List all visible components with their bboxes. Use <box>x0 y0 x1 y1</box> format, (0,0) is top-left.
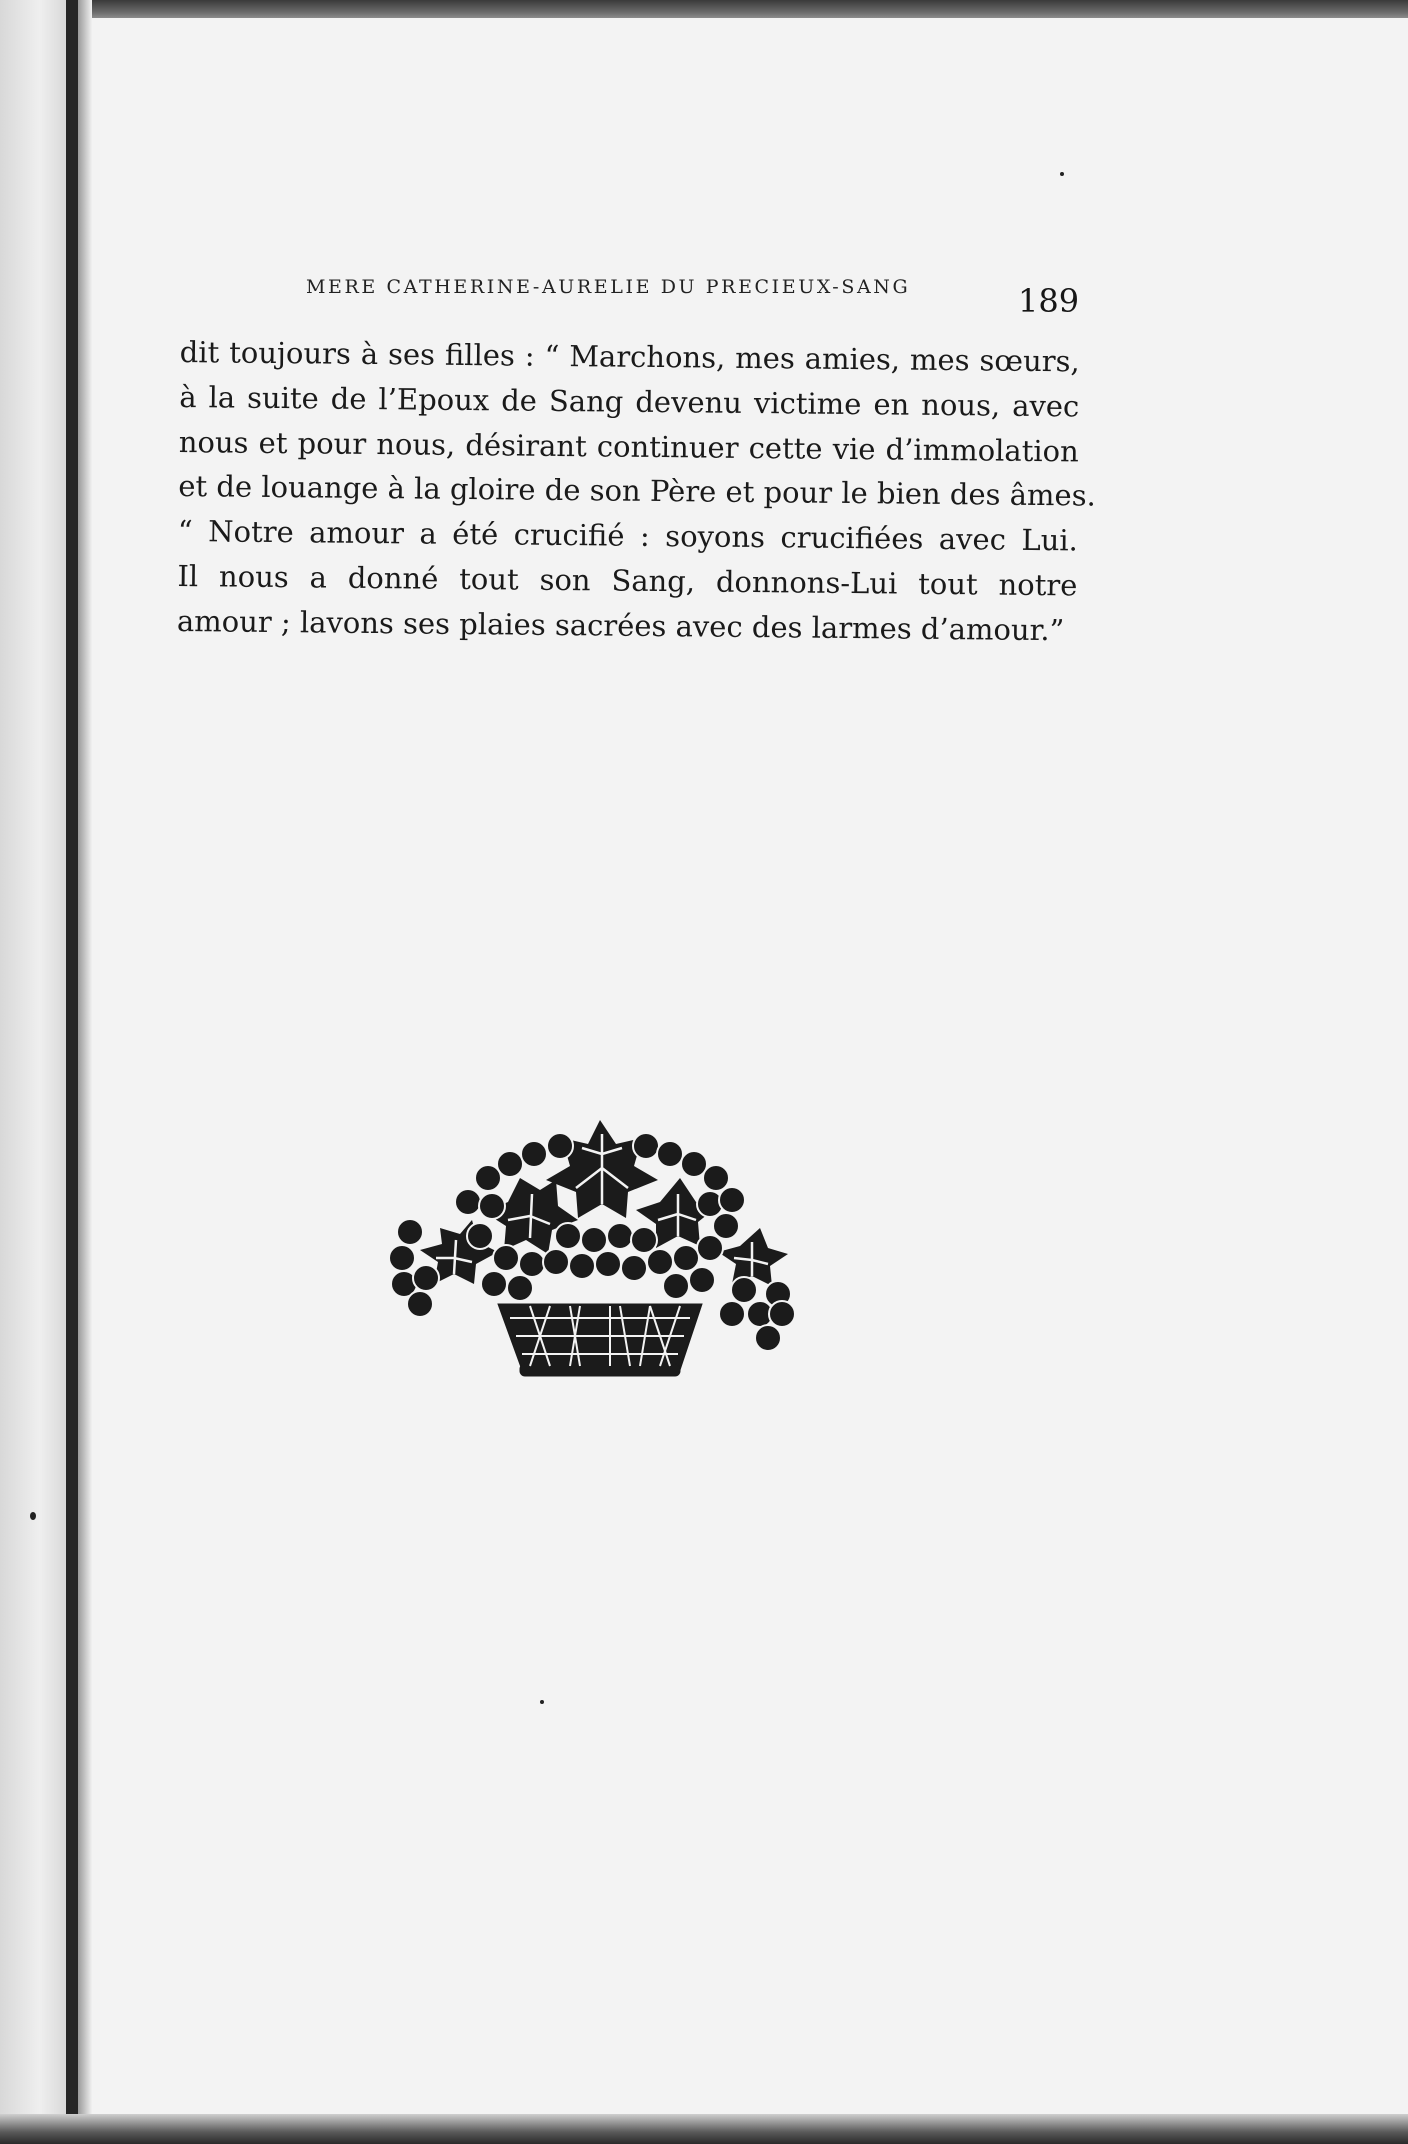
text-line: “ Notre amour a été crucifié : soyons crucifiées avec Lui. <box>177 514 1079 558</box>
scan-speck <box>1060 172 1064 176</box>
text-line: dit toujours à ses filles : “ Marchons, mes amies, mes sœurs, <box>179 334 1080 379</box>
text-line: amour ; lavons ses plaies sacrées avec des larmes d’amour.” <box>176 603 1065 648</box>
scan-speck <box>30 1512 36 1520</box>
scan-speck <box>540 1700 544 1704</box>
text-line: à la suite de l’Epoux de Sang devenu victime en nous, avec <box>179 379 1080 424</box>
text-line: Il nous a donné tout son Sang, donnons-Lui tout notre <box>177 558 1078 603</box>
running-head: MERE CATHERINE-AURELIE DU PRECIEUX-SANG <box>306 276 911 298</box>
scan-bottom-edge <box>0 2114 1408 2144</box>
grape-basket-illustration <box>380 1108 820 1380</box>
text-line: et de louange à la gloire de son Père et pour le bien des âmes. <box>178 469 1096 513</box>
page-number: 189 <box>1018 282 1080 320</box>
body-paragraph <box>176 330 1096 653</box>
book-gutter <box>66 0 78 2144</box>
gutter-shadow <box>78 0 92 2144</box>
facing-page-edge <box>0 0 66 2144</box>
text-line: nous et pour nous, désirant continuer cette vie d’immolation <box>178 424 1079 469</box>
